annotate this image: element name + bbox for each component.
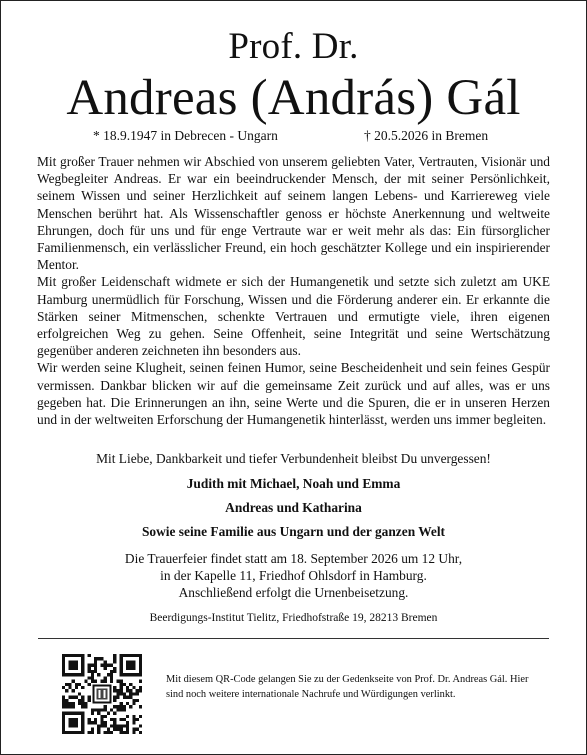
birth-date: * 18.9.1947 in Debrecen - Ungarn bbox=[93, 128, 278, 143]
mourner-line: Sowie seine Familie aus Ungarn und der ganzen Welt bbox=[141, 524, 446, 539]
paragraph: Mit großer Leidenschaft widmete er sich der Humangenetik und setzte sich zuletzt am UKE Hamburg unermüdlich für Forschung, Wissen und die Förderung anderer ein. Er erkannte die Stärken seiner Mitmenschen, schenkte Vertrauen und ermutigte viele, ihren eigenen erfolgreichen Weg zu gehen. Seine Offenheit, seine Integrität und seine Wertschätzung gegenüber anderen zeichneten ihn besonders aus. bbox=[37, 274, 550, 359]
funeral-line: Anschließend erfolgt die Urnenbeisetzung. bbox=[178, 584, 409, 600]
death-date: † 20.5.2026 in Bremen bbox=[364, 128, 489, 143]
qr-description: Mit diesem QR-Code gelangen Sie zu der Gedenkseite von Prof. Dr. Andreas Gál. Hier sind noch weitere internationale Nachrufe und Würdigungen verlinkt. bbox=[166, 674, 529, 700]
title-prefix: Prof. Dr. bbox=[228, 26, 359, 67]
obituary-text bbox=[37, 153, 550, 428]
funeral-info bbox=[0, 551, 587, 601]
deceased-name: Andreas (András) Gál bbox=[66, 70, 521, 126]
undertaker-address: Beerdigungs-Institut Tielitz, Friedhofstraße 19, 28213 Bremen bbox=[149, 612, 438, 624]
funeral-line: Die Trauerfeier findet statt am 18. September 2026 um 12 Uhr, bbox=[124, 551, 463, 566]
qr-code-icon[interactable] bbox=[62, 654, 142, 734]
mourner-line: Judith mit Michael, Noah und Emma bbox=[186, 476, 401, 491]
paragraph: Wir werden seine Klugheit, seinen feinen Humor, seine Bescheidenheit und sein feines Gespür vermissen. Dankbar blicken wir auf die gemeinsame Zeit zurück und auf alles, was er uns gegeben hat. Die Erinnerungen an ihn, seine Werte und die Spuren, die er in unseren Herzen und in der weltweiten Erforschung der Humangenetik hinterlässt, werden uns immer begleiten. bbox=[37, 360, 550, 428]
divider bbox=[38, 638, 549, 639]
funeral-line: in der Kapelle 11, Friedhof Ohlsdorf in Hamburg. bbox=[160, 567, 427, 583]
closing-line: Mit Liebe, Dankbarkeit und tiefer Verbundenheit bleibst Du unvergessen! bbox=[96, 451, 491, 466]
paragraph: Mit großer Trauer nehmen wir Abschied von unserem geliebten Vater, Vertrauten, Visionär und Wegbegleiter Andreas. Er war ein beeindruckender Mensch, der mit seiner Persönlichkeit, seinem Wissen und seiner Herzlichkeit auf seinem langen Lebens- und Karriereweg viele Menschen berührt hat. Als Wissenschaftler genoss er höchste Anerkennung und weltweite Ehrungen, doch für uns und für enge Vertraute war er weit mehr als das: Ein fürsorglicher Familienmensch, ein verlässlicher Freund, ein hoch geschätzter Kollege und ein inspirierender Mentor. bbox=[37, 154, 550, 273]
mourner-line: Andreas und Katharina bbox=[225, 500, 362, 515]
